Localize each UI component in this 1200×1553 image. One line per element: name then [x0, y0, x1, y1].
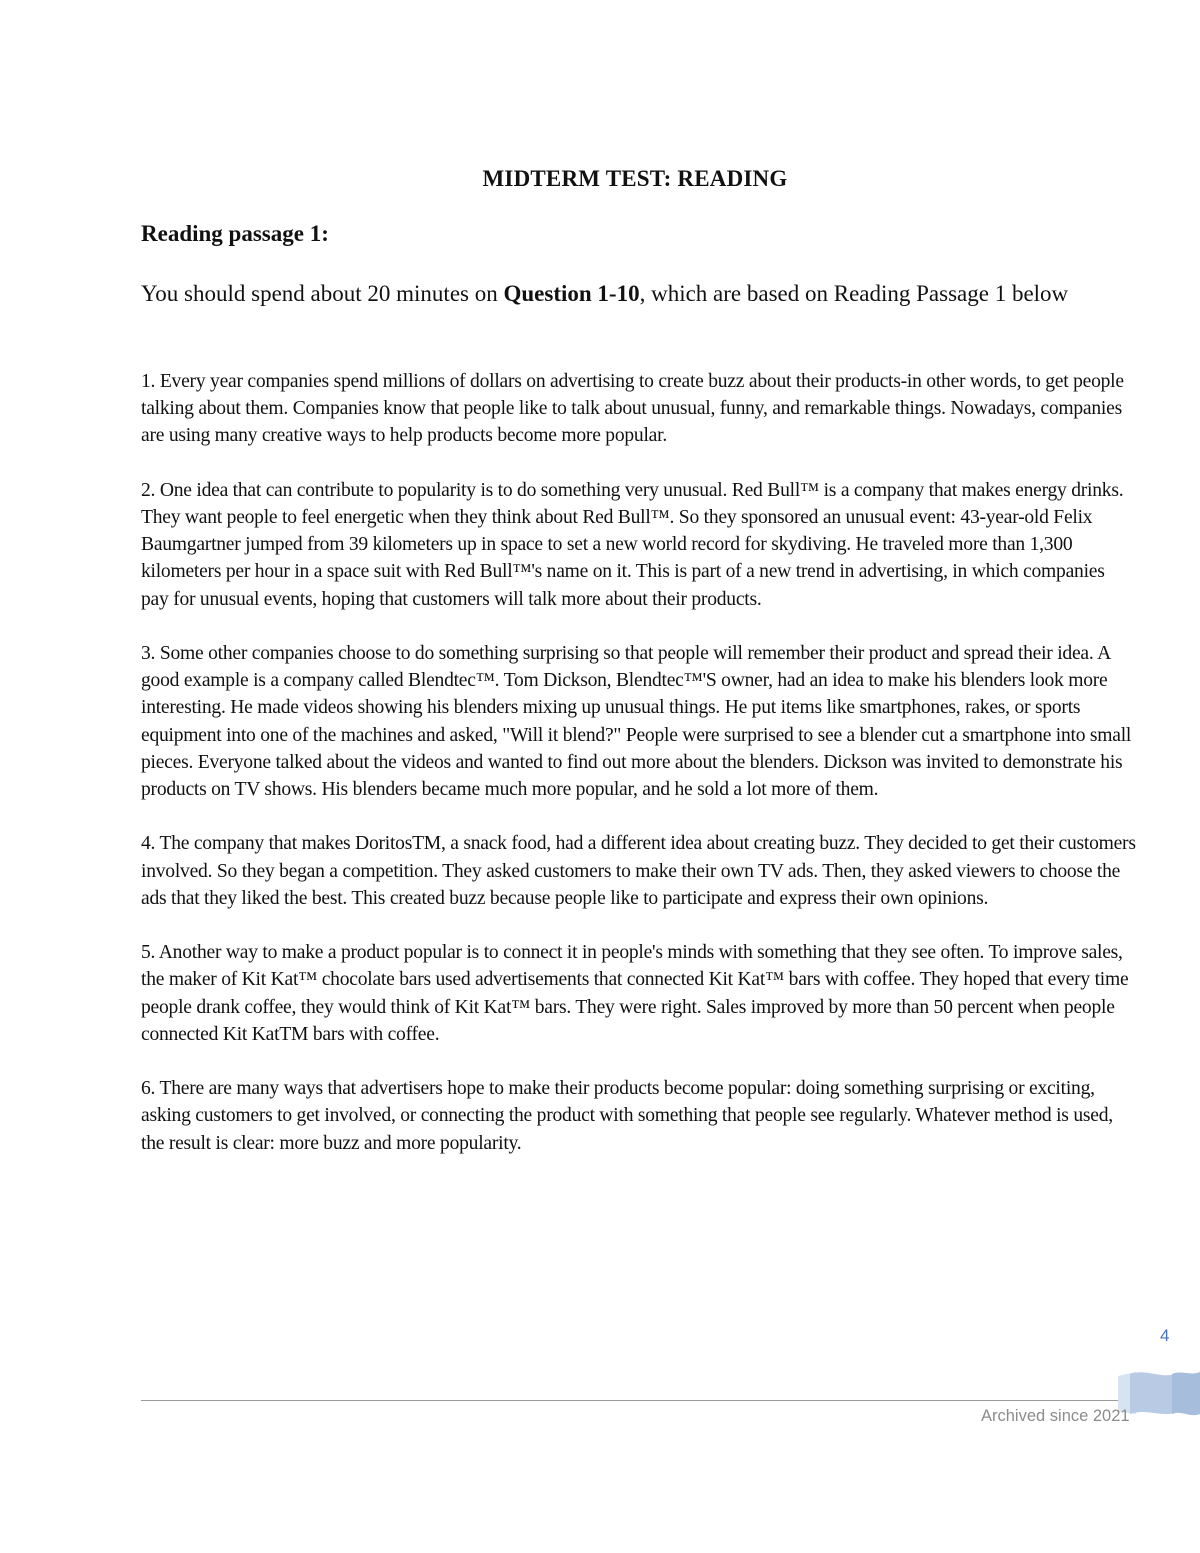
passage-paragraph-4: 4. The company that makes DoritosTM, a snack food, had a different idea about creating buzz. They decided to get their customers involved. So they began a competition. They asked customers to make their own TV ads. Then, they asked viewers to choose the ads that they liked the best. This created buzz because people like to participate and express their own opinions.	[141, 833, 1136, 909]
instruction-text-end: , which are based on Reading Passage 1 below	[639, 281, 1069, 306]
instruction	[141, 275, 1101, 312]
section-heading: Reading passage 1:	[141, 221, 329, 246]
reading-passage	[141, 368, 1136, 1184]
archived-text: Archived since 2021	[981, 1407, 1130, 1425]
passage-paragraph-5: 5. Another way to make a product popular is to connect it in people's minds with something that they see often. To improve sales, the maker of Kit Kat™ chocolate bars used advertisements that connected Kit Kat™ bars with coffee. They hoped that every time people drank coffee, they would think of Kit Kat™ bars. They were right. Sales improved by more than 50 percent when people connected Kit KatTM bars with coffee.	[141, 942, 1129, 1045]
passage-paragraph-3: 3. Some other companies choose to do something surprising so that people will remember their product and spread their idea. A good example is a company called Blendtec™. Tom Dickson, Blendtec™'S owner, had an idea to make his blenders look more interesting. He made videos showing his blenders mixing up unusual things. He put items like smartphones, rakes, or sports equipment into one of the machines and asked, "Will it blend?" People were surprised to see a blender cut a smartphone into small pieces. Everyone talked about the videos and wanted to find out more about the blenders. Dickson was invited to demonstrate his products on TV shows. His blenders became much more popular, and he sold a lot more of them.	[141, 643, 1132, 801]
passage-paragraph-2: 2. One idea that can contribute to popularity is to do something very unusual. Red Bull™ is a company that makes energy drinks. They want people to feel energetic when they think about Red Bull™. So they sponsored an unusual event: 43-year-old Felix Baumgartner jumped from 39 kilometers up in space to set a new world record for skydiving. He traveled more than 1,300 kilometers per hour in a space suit with Red Bull™'s name on it. This is part of a new trend in advertising, in which companies pay for unusual events, hoping that customers will talk more about their products.	[141, 479, 1124, 610]
page-title: MIDTERM TEST: READING	[482, 166, 788, 191]
passage-paragraph-6: 6. There are many ways that advertisers hope to make their products become popular: doing something surprising or exciting, asking customers to get involved, or connecting the product with something that people see regularly. Whatever method is used, the result is clear: more buzz and more popularity.	[141, 1078, 1113, 1154]
page-number: 4	[1160, 1326, 1170, 1345]
instruction-text-start: You should spend about 20 minutes on	[141, 281, 504, 306]
footer-rule	[141, 1400, 1126, 1401]
passage-paragraph-1: 1. Every year companies spend millions of dollars on advertising to create buzz about their products-in other words, to get people talking about them. Companies know that people like to talk about unusual, funny, and remarkable things. Nowadays, companies are using many creative ways to help products become more popular.	[141, 371, 1124, 447]
instruction-question-range: Question 1-10	[503, 281, 640, 306]
